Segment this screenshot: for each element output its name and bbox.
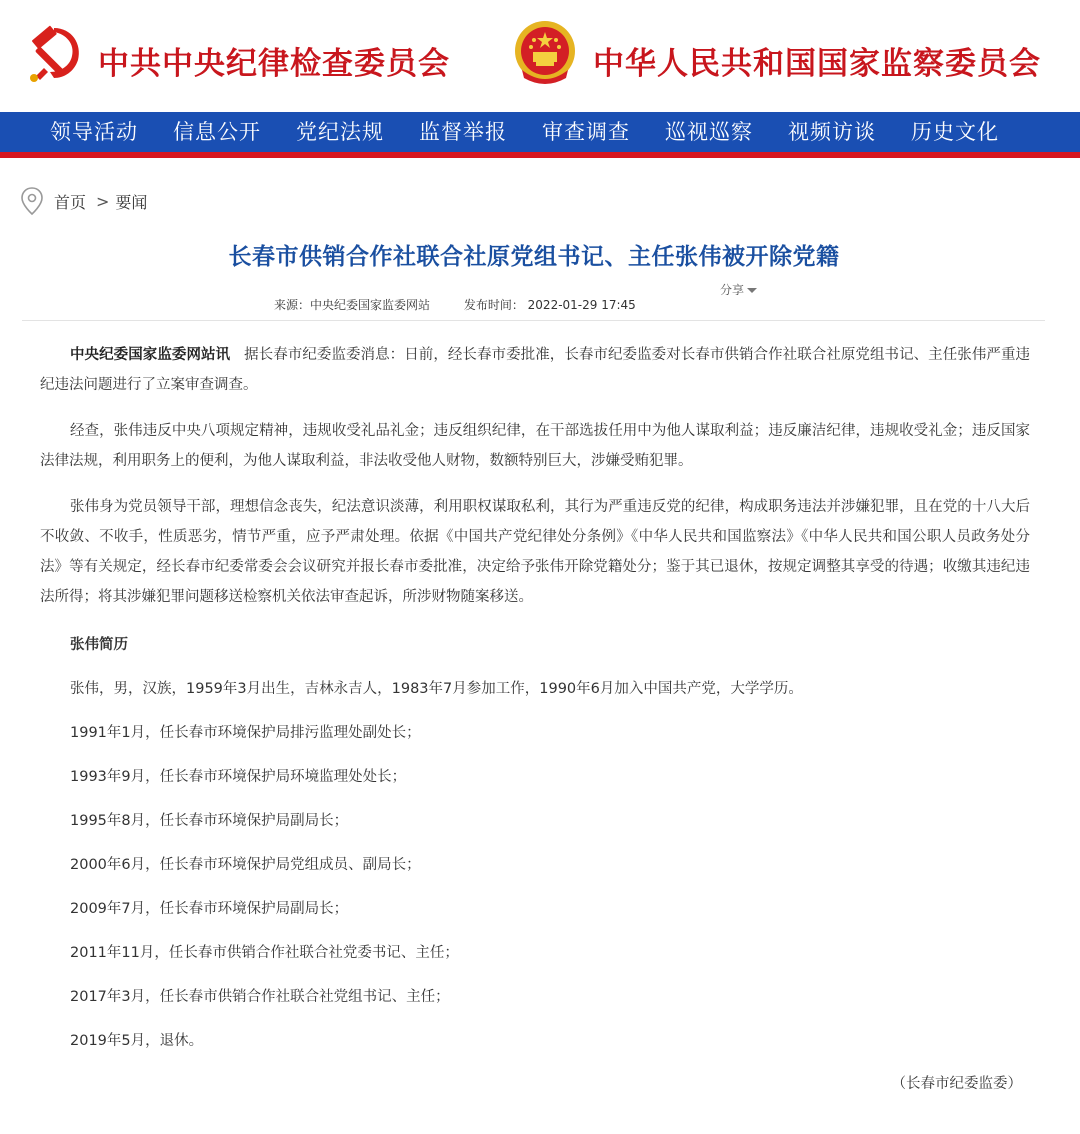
resume-item: 1995年8月，任长春市环境保护局副局长； (70, 813, 349, 829)
caret-down-icon (747, 288, 757, 293)
article-title: 长春市供销合作社联合社原党组书记、主任张伟被开除党籍 (228, 244, 840, 270)
breadcrumb-current[interactable]: 要闻 (115, 192, 148, 212)
paragraph-1 (40, 340, 1030, 400)
breadcrumb (20, 186, 147, 216)
share-label: 分享 (720, 283, 745, 297)
resume-intro: 张伟，男，汉族，1959年3月出生，吉林永吉人，1983年7月参加工作，1990年6月加入中国共产党，大学学历。 (70, 681, 803, 697)
main-nav (0, 112, 1080, 152)
nsc-commission-title[interactable]: 中华人民共和国国家监察委员会 (593, 46, 1041, 82)
resume-item: 2017年3月，任长春市供销合作社联合社党组书记、主任； (70, 989, 450, 1005)
national-emblem-icon[interactable] (512, 18, 578, 88)
nav-item-investigation[interactable]: 审查调查 (542, 120, 630, 144)
resume-item: 2009年7月，任长春市环境保护局副局长； (70, 901, 349, 917)
footer-source: （长春市纪委监委） (891, 1076, 1022, 1092)
resume-item: 1993年9月，任长春市环境保护局环境监理处处长； (70, 769, 407, 785)
resume-item: 1991年1月，任长春市环境保护局排污监理处副处长； (70, 725, 421, 741)
nav-item-report[interactable]: 监督举报 (419, 120, 507, 144)
article-body (40, 340, 1030, 1056)
nav-item-inspection[interactable]: 巡视巡察 (665, 120, 753, 144)
paragraph-3: 张伟身为党员领导干部，理想信念丧失，纪法意识淡薄，利用职权谋取私利，其行为严重违反党的纪律，构成职务违法并涉嫌犯罪，且在党的十八大后不收敛、不收手，性质恶劣，情节严重，应予严肃处理。依据《中国共产党纪律处分条例》《中华人民共和国监察法》《中华人民共和国公职人员政务处分法》等有关规定，经长春市纪委常委会会议研究并报长春市委批准，决定给予张伟开除党籍处分；鉴于其已退休，按规定调整其享受的待遇；收缴其违纪违法所得；将其涉嫌犯罪问题移送检察机关依法审查起诉，所涉财物随案移送。 (40, 499, 1030, 605)
cpc-commission-title[interactable]: 中共中央纪律检查委员会 (98, 46, 450, 82)
site-header (0, 0, 1080, 112)
breadcrumb-home[interactable]: 首页 (54, 192, 87, 212)
nav-item-regulations[interactable]: 党纪法规 (296, 120, 384, 144)
lead-source: 中央纪委国家监委网站讯 (70, 347, 231, 363)
nav-item-leadership[interactable]: 领导活动 (50, 120, 138, 144)
resume-item: 2000年6月，任长春市环境保护局党组成员、副局长； (70, 857, 421, 873)
paragraph-1-text: 据长春市纪委监委消息：日前，经长春市委批准，长春市纪委监委对长春市供销合作社联合社原党组书记、主任张伟严重违纪违法问题进行了立案审查调查。 (40, 347, 1031, 393)
title-divider (22, 320, 1045, 321)
breadcrumb-separator: > (96, 191, 110, 211)
paragraph-2: 经查，张伟违反中央八项规定精神，违规收受礼品礼金；违反组织纪律，在干部选拔任用中为他人谋取利益；违反廉洁纪律，违规收受礼金；违反国家法律法规，利用职务上的便利，为他人谋取利益，非法收受他人财物，数额特别巨大，涉嫌受贿犯罪。 (40, 423, 1030, 469)
nav-accent-bar (0, 152, 1080, 158)
resume-item: 2011年11月，任长春市供销合作社联合社党委书记、主任； (70, 945, 459, 961)
article-publish-time: 发布时间： 2022-01-29 17:45 (463, 298, 636, 312)
resume-item: 2019年5月，退休。 (70, 1033, 204, 1049)
nav-item-video[interactable]: 视频访谈 (788, 120, 876, 144)
nav-item-info[interactable]: 信息公开 (173, 120, 261, 144)
article-meta (274, 296, 636, 313)
location-pin-icon (20, 186, 44, 216)
share-button[interactable] (720, 281, 757, 298)
resume-title: 张伟简历 (70, 637, 128, 653)
article-source: 来源：中央纪委国家监委网站 (274, 298, 431, 312)
party-emblem-icon[interactable] (24, 22, 84, 84)
nav-item-history[interactable]: 历史文化 (911, 120, 999, 144)
